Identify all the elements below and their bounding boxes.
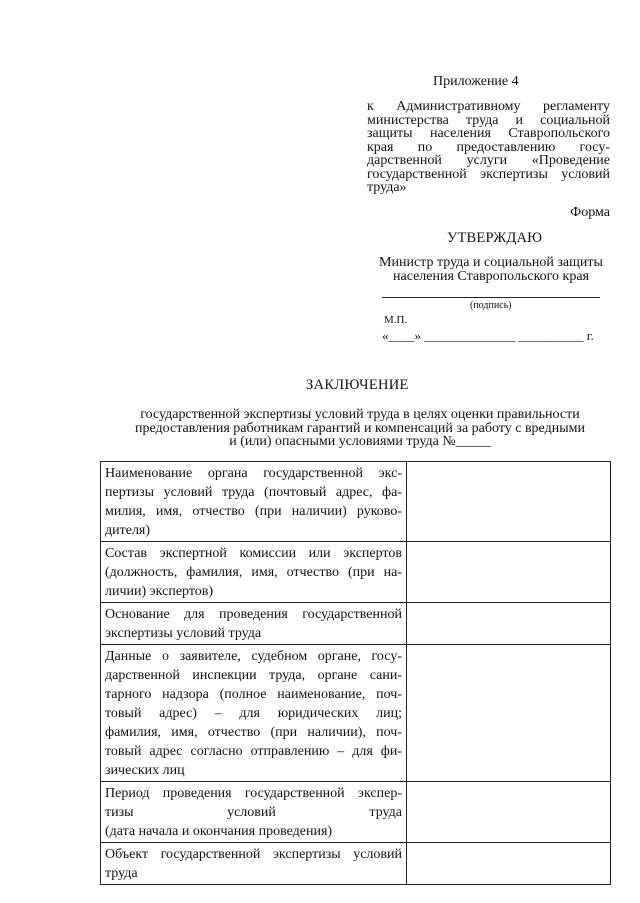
appendix-ref-line: края по предоставлению госу- bbox=[367, 139, 610, 155]
conclusion-subtitle-line: и (или) опасными условиями труда №_____ bbox=[229, 434, 491, 449]
row-label-line: Основание для проведения государственной bbox=[105, 607, 402, 622]
conclusion-title: ЗАКЛЮЧЕНИЕ bbox=[306, 377, 409, 393]
row-label-cell bbox=[101, 603, 407, 645]
row-label-line: дителя) bbox=[105, 523, 151, 538]
row-label-line: фамилия, имя, отчество (при наличии), поч- bbox=[105, 725, 402, 740]
row-value-cell[interactable] bbox=[406, 603, 610, 645]
row-label-line: Наименование органа государственной экс- bbox=[105, 466, 402, 481]
conclusion-subtitle-line: предоставления работникам гарантий и компенсаций за работу с вредными bbox=[135, 420, 585, 436]
table-row bbox=[101, 782, 611, 843]
appendix-ref-line: защиты населения Ставропольского bbox=[367, 126, 610, 141]
appendix-ref-line: государственной экспертизы условий bbox=[367, 166, 610, 182]
form-label: Форма bbox=[570, 205, 610, 220]
stamp-label: М.П. bbox=[384, 314, 408, 326]
row-value-cell[interactable] bbox=[406, 782, 610, 843]
row-label-line: Состав экспертной комиссии или экспертов bbox=[105, 546, 402, 561]
row-value-cell[interactable] bbox=[406, 843, 610, 885]
row-value-cell[interactable] bbox=[406, 462, 610, 542]
appendix-ref-line: труда» bbox=[367, 180, 407, 195]
row-label-cell bbox=[101, 645, 407, 782]
row-label-line: товый адрес согласно отправлению – для фи- bbox=[105, 744, 402, 759]
row-label-cell bbox=[101, 843, 407, 885]
conclusion-subtitle-line: государственной экспертизы условий труда в целях оценки правильности bbox=[140, 407, 580, 422]
row-label-line: Период проведения государственной экспер- bbox=[105, 786, 402, 801]
conclusion-subtitle bbox=[105, 408, 615, 449]
row-label-cell bbox=[101, 542, 407, 603]
row-label-line: тарного надзора (полное наименование, поч- bbox=[105, 687, 402, 702]
row-label-cell bbox=[101, 462, 407, 542]
minister-line: Министр труда и социальной защиты bbox=[379, 255, 603, 270]
table-row bbox=[101, 462, 611, 542]
row-label-line: милия, имя, отчество (при наличии) руково- bbox=[105, 504, 402, 519]
table-row bbox=[101, 603, 611, 645]
row-label-line: (дата начала и окончания проведения) bbox=[105, 824, 333, 839]
appendix-ref-line: дарственной услуги «Проведение bbox=[367, 153, 610, 168]
row-label-line: тизы условий труда bbox=[105, 805, 402, 820]
row-value-cell[interactable] bbox=[406, 645, 610, 782]
minister-line: населения Ставропольского края bbox=[392, 269, 590, 284]
row-value-cell[interactable] bbox=[406, 542, 610, 603]
approval-date-line: «____» ______________ __________ г. bbox=[382, 328, 594, 343]
table-row bbox=[101, 542, 611, 603]
row-label-line: труда bbox=[105, 866, 138, 881]
appendix-reference bbox=[367, 100, 610, 195]
row-label-line: пертизы условий труда (почтовый адрес, фа- bbox=[105, 485, 402, 500]
expertise-table bbox=[100, 461, 611, 885]
table-row bbox=[101, 843, 611, 885]
appendix-title: Приложение 4 bbox=[433, 74, 519, 89]
appendix-ref-line: министерства труда и социальной bbox=[367, 112, 610, 128]
approval-title: УТВЕРЖДАЮ bbox=[447, 230, 543, 246]
table-row bbox=[101, 645, 611, 782]
row-label-line: Данные о заявителе, судебном органе, госу- bbox=[105, 649, 402, 664]
row-label-line: дарственной инспекции труда, органе сани- bbox=[105, 668, 402, 683]
appendix-ref-line: к Административному регламенту bbox=[367, 99, 610, 114]
signature-caption: (подпись) bbox=[470, 300, 512, 311]
signature-line bbox=[382, 297, 600, 298]
row-label-line: личии) экспертов) bbox=[105, 584, 214, 599]
minister-block bbox=[366, 256, 616, 284]
row-label-line: (должность, фамилия, имя, отчество (при на- bbox=[105, 565, 402, 580]
row-label-line: Объект государственной экспертизы условий bbox=[105, 847, 402, 862]
row-label-line: зических лиц bbox=[105, 763, 185, 778]
row-label-cell bbox=[101, 782, 407, 843]
row-label-line: товый адрес) – для юридических лиц; bbox=[105, 706, 402, 721]
row-label-line: экспертизы условий труда bbox=[105, 626, 262, 641]
